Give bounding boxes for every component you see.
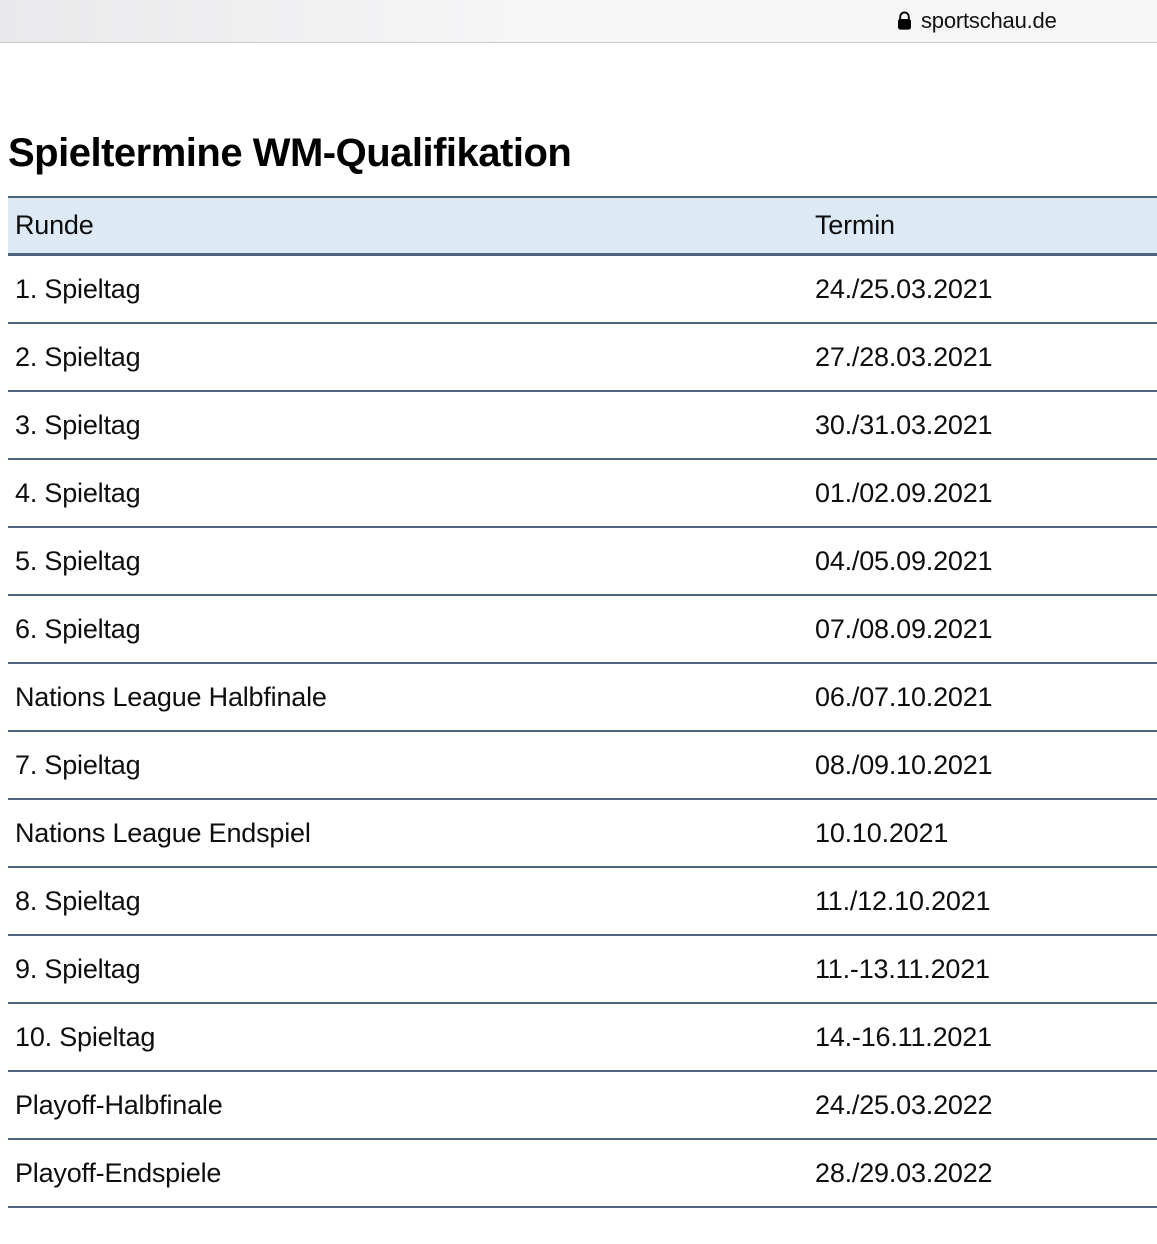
termin-cell: 28./29.03.2022 — [815, 1157, 993, 1188]
browser-address-bar[interactable] — [0, 0, 1157, 43]
runde-cell: Nations League Halbfinale — [15, 681, 327, 712]
runde-cell: 6. Spieltag — [15, 613, 141, 644]
column-header-runde: Runde — [15, 210, 94, 240]
table-row — [8, 256, 1157, 324]
termin-cell: 14.-16.11.2021 — [815, 1021, 992, 1052]
runde-cell: 4. Spieltag — [15, 477, 141, 508]
termin-cell: 10.10.2021 — [815, 817, 949, 848]
termin-cell: 24./25.03.2021 — [815, 273, 993, 304]
table-row — [8, 392, 1157, 460]
table-header-row — [8, 196, 1157, 256]
runde-cell: 2. Spieltag — [15, 341, 141, 372]
runde-cell: 3. Spieltag — [15, 409, 141, 440]
runde-cell: 5. Spieltag — [15, 545, 141, 576]
termin-cell: 27./28.03.2021 — [815, 341, 993, 372]
table-row — [8, 800, 1157, 868]
page-content — [0, 130, 1157, 1208]
table-row — [8, 1140, 1157, 1208]
lock-icon — [897, 11, 912, 31]
url-text: sportschau.de — [921, 8, 1057, 33]
termin-cell: 24./25.03.2022 — [815, 1089, 993, 1120]
table-row — [8, 324, 1157, 392]
runde-cell: Nations League Endspiel — [15, 817, 311, 848]
termin-cell: 01./02.09.2021 — [815, 477, 993, 508]
table-body — [8, 256, 1157, 1208]
runde-cell: Playoff-Endspiele — [15, 1157, 222, 1188]
runde-cell: 10. Spieltag — [15, 1021, 156, 1052]
table-row — [8, 868, 1157, 936]
table-row — [8, 460, 1157, 528]
termin-cell: 30./31.03.2021 — [815, 409, 993, 440]
table-row — [8, 936, 1157, 1004]
termin-cell: 08./09.10.2021 — [815, 749, 993, 780]
runde-cell: 8. Spieltag — [15, 885, 141, 916]
table-row — [8, 596, 1157, 664]
runde-cell: Playoff-Halbfinale — [15, 1089, 223, 1120]
termin-cell: 11./12.10.2021 — [815, 885, 991, 916]
termin-cell: 07./08.09.2021 — [815, 613, 993, 644]
runde-cell: 9. Spieltag — [15, 953, 141, 984]
table-row — [8, 1072, 1157, 1140]
schedule-table — [8, 196, 1157, 1208]
table-row — [8, 664, 1157, 732]
termin-cell: 04./05.09.2021 — [815, 545, 993, 576]
url-display[interactable] — [897, 8, 1057, 34]
termin-cell: 11.-13.11.2021 — [815, 953, 990, 984]
column-header-termin: Termin — [815, 210, 895, 240]
page-title: Spieltermine WM-Qualifikation — [8, 131, 572, 175]
table-row — [8, 732, 1157, 800]
table-row — [8, 1004, 1157, 1072]
runde-cell: 1. Spieltag — [15, 273, 141, 304]
table-row — [8, 528, 1157, 596]
runde-cell: 7. Spieltag — [15, 749, 141, 780]
termin-cell: 06./07.10.2021 — [815, 681, 993, 712]
